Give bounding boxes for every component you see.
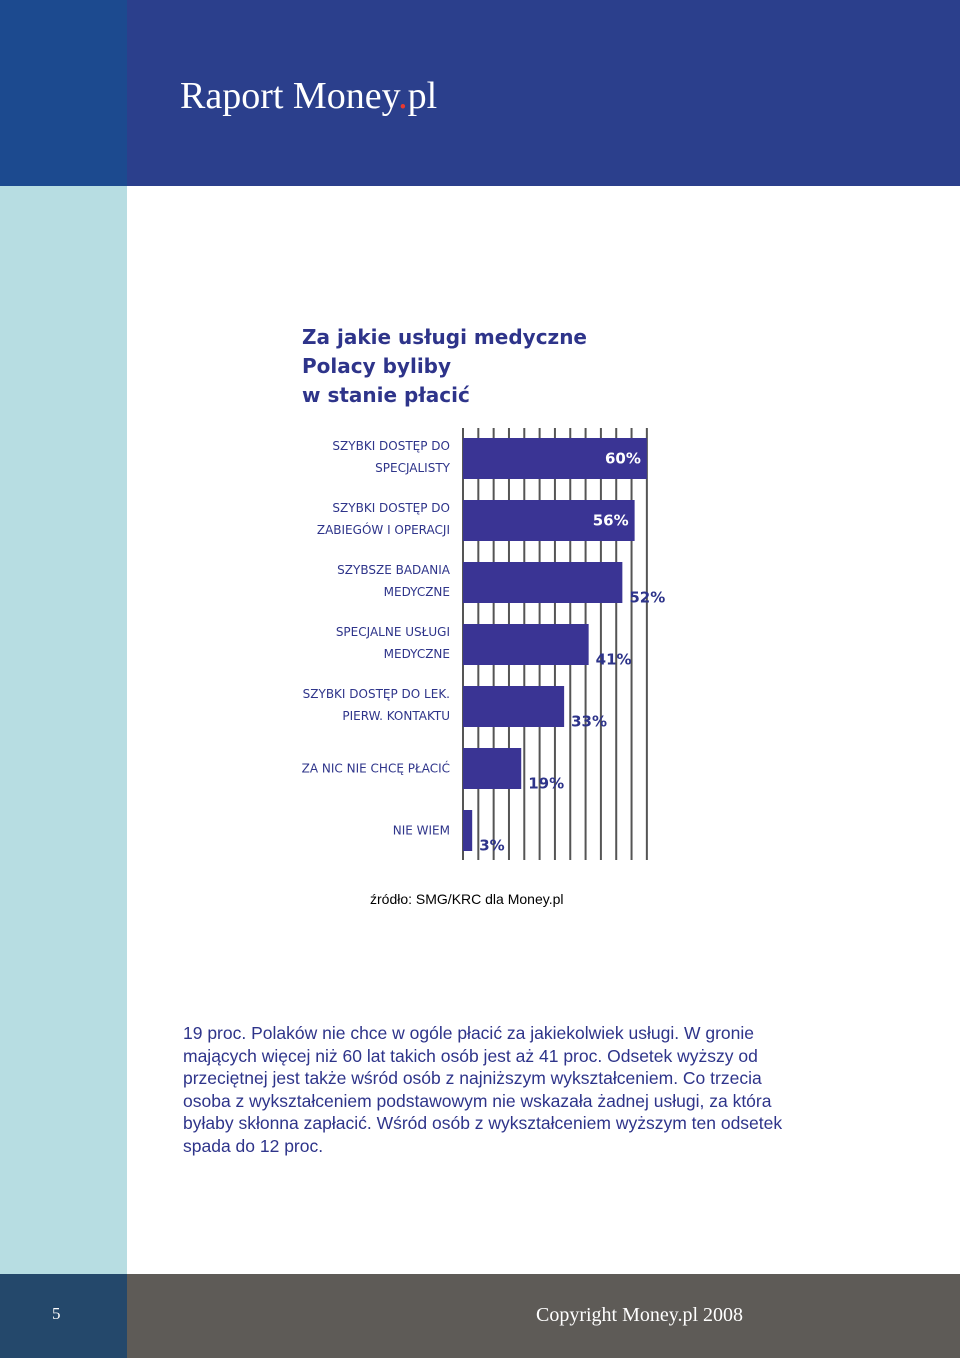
chart-bar bbox=[463, 686, 564, 727]
chart-value-label: 60% bbox=[604, 449, 641, 468]
header-bar bbox=[0, 0, 960, 186]
copyright-text: Copyright Money.pl 2008 bbox=[536, 1304, 744, 1326]
chart-value-label: 41% bbox=[595, 650, 632, 669]
chart-category-label: SPECJALNE USŁUGI bbox=[335, 625, 450, 639]
body-paragraph: 19 proc. Polaków nie chce w ogóle płacić za jakiekolwiek usługi. W gronie mających więcej niż 60 lat takich osób jest aż 41 proc. Odsetek wyższy od przeciętnej jest także wśród osób z najniższym wykształceniem. Co trzecia osoba z wykształceniem podstawowym nie wskazała żadnej usługi, za która byłaby skłonna zapłacić. Wśród osób z wykształceniem wyższym ten odsetek spada do 12 proc. bbox=[183, 1023, 783, 1156]
chart-value-label: 56% bbox=[592, 511, 629, 530]
report-title bbox=[180, 74, 437, 118]
chart-category-label: MEDYCZNE bbox=[383, 585, 450, 599]
chart-title-line: w stanie płacić bbox=[302, 383, 470, 407]
chart-svg bbox=[280, 316, 700, 876]
chart-value-label: 3% bbox=[479, 836, 505, 855]
chart-category-label: SZYBKI DOSTĘP DO bbox=[332, 439, 450, 453]
chart-bar bbox=[463, 748, 521, 789]
chart-value-label: 19% bbox=[528, 774, 565, 793]
chart-category-label: ZA NIC NIE CHCĘ PŁACIĆ bbox=[301, 761, 450, 776]
bar-chart bbox=[280, 316, 700, 876]
chart-bar bbox=[463, 562, 622, 603]
footer-left-block bbox=[0, 1274, 127, 1358]
chart-value-label: 52% bbox=[629, 588, 666, 607]
footer-bar bbox=[0, 1274, 960, 1358]
chart-bar bbox=[463, 624, 589, 665]
chart-category-label: SZYBKI DOSTĘP DO bbox=[332, 501, 450, 515]
chart-category-label: MEDYCZNE bbox=[383, 647, 450, 661]
report-title-dot: . bbox=[398, 75, 408, 117]
side-strip bbox=[0, 0, 127, 1358]
chart-value-label: 33% bbox=[571, 712, 608, 731]
chart-category-label: SZYBKI DOSTĘP DO LEK. bbox=[302, 687, 450, 701]
chart-bar bbox=[463, 810, 472, 851]
chart-category-label: SZYBSZE BADANIA bbox=[337, 563, 450, 577]
chart-category-label: NIE WIEM bbox=[392, 823, 450, 838]
chart-title-line: Polacy byliby bbox=[302, 354, 452, 378]
header-left-block bbox=[0, 0, 127, 186]
report-title-main: Raport Money bbox=[180, 75, 399, 117]
chart-category-label: ZABIEGÓW I OPERACJI bbox=[316, 523, 450, 537]
chart-category-label: SPECJALISTY bbox=[375, 461, 450, 475]
chart-category-label: PIERW. KONTAKTU bbox=[342, 709, 450, 723]
page-number: 5 bbox=[52, 1304, 61, 1323]
report-title-end: pl bbox=[407, 75, 438, 117]
chart-title-line: Za jakie usługi medyczne bbox=[302, 325, 587, 349]
chart-source: źródło: SMG/KRC dla Money.pl bbox=[370, 891, 564, 907]
